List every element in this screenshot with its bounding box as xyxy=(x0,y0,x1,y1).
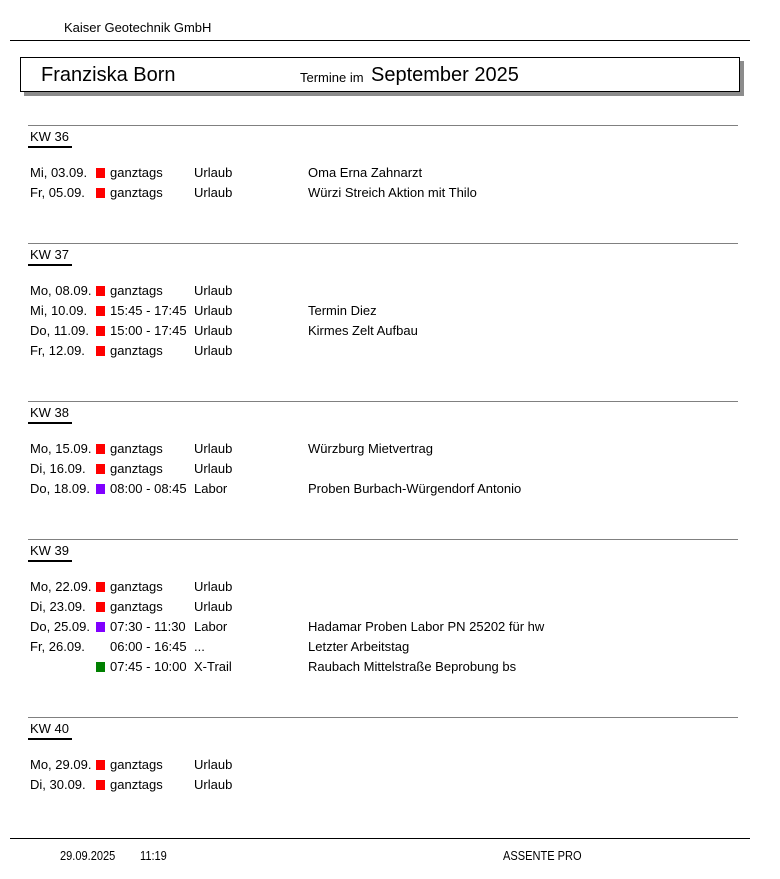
appointment-row[interactable] xyxy=(0,577,780,597)
week-label-underline xyxy=(28,560,72,562)
footer-date: 29.09.2025 xyxy=(60,848,116,863)
appointment-category: Urlaub xyxy=(194,283,233,298)
title-box xyxy=(20,57,740,92)
appointment-row[interactable] xyxy=(0,617,780,637)
appointment-category: Urlaub xyxy=(194,757,233,772)
appointment-date: Fr, 26.09. xyxy=(30,639,85,654)
appointment-category: Urlaub xyxy=(194,323,233,338)
appointment-row[interactable] xyxy=(0,439,780,459)
category-color-icon xyxy=(96,326,105,336)
footer-time: 11:19 xyxy=(140,848,167,863)
appointment-row[interactable] xyxy=(0,775,780,795)
category-color-icon xyxy=(96,582,105,592)
week-label-underline xyxy=(28,146,72,148)
week-separator xyxy=(28,243,738,244)
category-color-icon xyxy=(96,188,105,198)
appointment-description: Würzburg Mietvertrag xyxy=(308,441,433,456)
appointment-date: Mi, 03.09. xyxy=(30,165,88,180)
appointment-description: Hadamar Proben Labor PN 25202 für hw xyxy=(308,619,545,634)
appointment-time: ganztags xyxy=(110,283,163,298)
week-label-underline xyxy=(28,422,72,424)
footer-divider xyxy=(10,838,750,839)
appointment-category: Urlaub xyxy=(194,185,233,200)
appointment-row[interactable] xyxy=(0,301,780,321)
week-separator xyxy=(28,717,738,718)
appointment-row[interactable] xyxy=(0,281,780,301)
appointment-category: Urlaub xyxy=(194,343,233,358)
category-color-icon xyxy=(96,286,105,296)
appointment-description: Kirmes Zelt Aufbau xyxy=(308,323,418,338)
appointment-time: ganztags xyxy=(110,579,163,594)
title-month: September 2025 xyxy=(371,64,519,86)
appointment-date: Mo, 22.09. xyxy=(30,579,92,594)
appointment-category: Urlaub xyxy=(194,777,233,792)
appointment-row[interactable] xyxy=(0,183,780,203)
appointment-row[interactable] xyxy=(0,637,780,657)
category-color-icon xyxy=(96,346,105,356)
appointment-time: ganztags xyxy=(110,757,163,772)
appointment-category: Urlaub xyxy=(194,303,233,318)
appointment-time: 07:45 - 10:00 xyxy=(110,659,187,674)
week-label: KW 40 xyxy=(30,721,70,736)
appointment-time: ganztags xyxy=(110,599,163,614)
appointment-time: 15:00 - 17:45 xyxy=(110,323,187,338)
appointment-category: Urlaub xyxy=(194,599,233,614)
week-label: KW 39 xyxy=(30,543,70,558)
title-label: Termine im xyxy=(300,70,364,85)
appointment-description: Letzter Arbeitstag xyxy=(308,639,410,654)
appointment-date: Fr, 05.09. xyxy=(30,185,85,200)
category-color-icon xyxy=(96,780,105,790)
appointment-time: 15:45 - 17:45 xyxy=(110,303,187,318)
appointment-time: 08:00 - 08:45 xyxy=(110,481,187,496)
category-color-icon xyxy=(96,602,105,612)
week-separator xyxy=(28,539,738,540)
appointment-date: Mo, 29.09. xyxy=(30,757,92,772)
header-divider xyxy=(10,40,750,41)
appointment-row[interactable] xyxy=(0,657,780,677)
appointment-time: ganztags xyxy=(110,165,163,180)
appointment-category: X-Trail xyxy=(194,659,232,674)
appointment-category: ... xyxy=(194,639,205,654)
appointment-date: Mi, 10.09. xyxy=(30,303,88,318)
appointment-date: Mo, 08.09. xyxy=(30,283,92,298)
appointment-category: Urlaub xyxy=(194,579,233,594)
appointment-description: Würzi Streich Aktion mit Thilo xyxy=(308,185,477,200)
week-separator xyxy=(28,125,738,126)
category-color-icon xyxy=(96,306,105,316)
category-color-icon xyxy=(96,760,105,770)
appointment-date: Do, 11.09. xyxy=(30,323,90,338)
appointment-date: Di, 23.09. xyxy=(30,599,86,614)
appointment-category: Urlaub xyxy=(194,165,233,180)
category-color-icon xyxy=(96,464,105,474)
appointment-row[interactable] xyxy=(0,479,780,499)
company-name: Kaiser Geotechnik GmbH xyxy=(64,20,212,35)
appointment-time: 06:00 - 16:45 xyxy=(110,639,187,654)
appointment-date: Di, 16.09. xyxy=(30,461,86,476)
category-color-icon xyxy=(96,444,105,454)
appointment-time: ganztags xyxy=(110,441,163,456)
category-color-icon xyxy=(96,622,105,632)
appointment-date: Di, 30.09. xyxy=(30,777,86,792)
appointment-row[interactable] xyxy=(0,163,780,183)
category-color-icon xyxy=(96,662,105,672)
appointment-category: Urlaub xyxy=(194,461,233,476)
appointment-description: Raubach Mittelstraße Beprobung bs xyxy=(308,659,517,674)
week-label: KW 37 xyxy=(30,247,70,262)
appointment-time: ganztags xyxy=(110,461,163,476)
appointment-date: Do, 25.09. xyxy=(30,619,90,634)
appointment-description: Termin Diez xyxy=(308,303,377,318)
appointment-category: Urlaub xyxy=(194,441,233,456)
week-label-underline xyxy=(28,264,72,266)
appointment-description: Proben Burbach-Würgendorf Antonio xyxy=(308,481,522,496)
appointment-row[interactable] xyxy=(0,597,780,617)
appointment-category: Labor xyxy=(194,619,228,634)
footer-app-name: ASSENTE PRO xyxy=(503,848,582,863)
week-separator xyxy=(28,401,738,402)
appointment-time: ganztags xyxy=(110,777,163,792)
appointment-date: Fr, 12.09. xyxy=(30,343,85,358)
appointment-time: ganztags xyxy=(110,343,163,358)
category-color-icon xyxy=(96,168,105,178)
person-name: Franziska Born xyxy=(41,64,176,86)
appointment-description: Oma Erna Zahnarzt xyxy=(308,165,423,180)
appointment-row[interactable] xyxy=(0,755,780,775)
appointment-time: 07:30 - 11:30 xyxy=(110,619,186,634)
appointment-category: Labor xyxy=(194,481,228,496)
appointment-row[interactable] xyxy=(0,459,780,479)
week-label: KW 38 xyxy=(30,405,70,420)
week-label-underline xyxy=(28,738,72,740)
appointment-row[interactable] xyxy=(0,341,780,361)
appointment-date: Mo, 15.09. xyxy=(30,441,92,456)
appointment-row[interactable] xyxy=(0,321,780,341)
category-color-icon xyxy=(96,484,105,494)
appointment-time: ganztags xyxy=(110,185,163,200)
week-label: KW 36 xyxy=(30,129,70,144)
appointment-date: Do, 18.09. xyxy=(30,481,90,496)
